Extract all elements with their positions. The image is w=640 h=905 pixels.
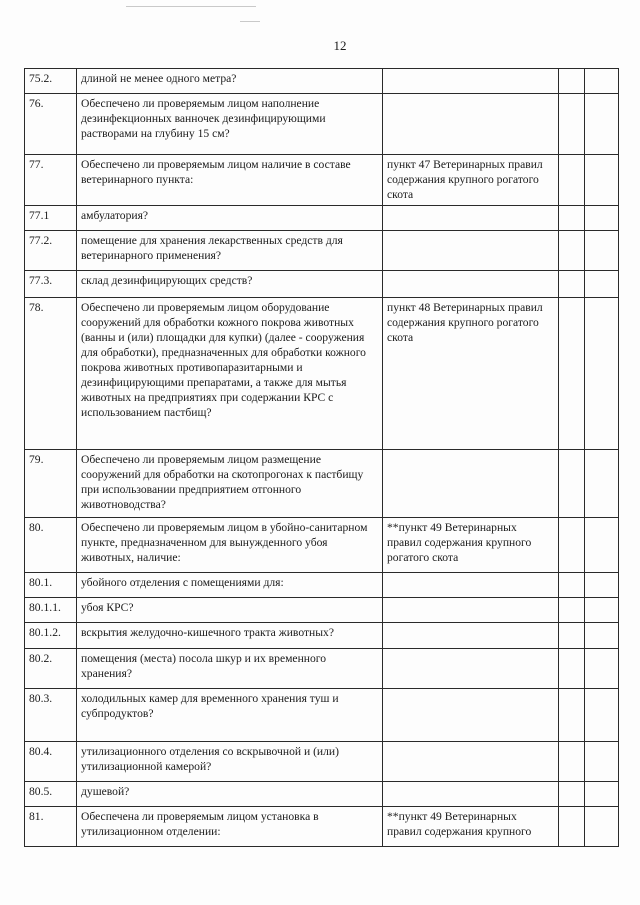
item-number: 80.2. (25, 649, 77, 689)
item-question: амбулатория? (77, 206, 383, 231)
answer-cell[interactable] (559, 231, 585, 271)
table-row (25, 807, 619, 847)
item-question: утилизационного отделения со вскрывочной и (или) утилизационной камерой? (77, 742, 383, 782)
table-row (25, 573, 619, 598)
item-number: 78. (25, 298, 77, 450)
item-number: 80.5. (25, 782, 77, 807)
legal-reference (383, 231, 559, 271)
legal-reference: **пункт 49 Ветеринарных правил содержания крупного рогатого скота (383, 518, 559, 573)
answer-cell[interactable] (559, 573, 585, 598)
item-question: убоя КРС? (77, 598, 383, 623)
note-cell[interactable] (585, 450, 619, 518)
answer-cell[interactable] (559, 782, 585, 807)
item-number: 80. (25, 518, 77, 573)
table-row (25, 598, 619, 623)
item-question: душевой? (77, 782, 383, 807)
item-number: 77.3. (25, 271, 77, 298)
note-cell[interactable] (585, 155, 619, 206)
item-question: Обеспечено ли проверяемым лицом размещение сооружений для обработки на скотопрогонах к пастбищу при использовании предприятием отгонного животноводства? (77, 450, 383, 518)
note-cell[interactable] (585, 689, 619, 742)
item-question: помещение для хранения лекарственных средств для ветеринарного применения? (77, 231, 383, 271)
note-cell[interactable] (585, 94, 619, 155)
note-cell[interactable] (585, 807, 619, 847)
note-cell[interactable] (585, 573, 619, 598)
item-question: Обеспечена ли проверяемым лицом установка в утилизационном отделении: (77, 807, 383, 847)
item-question: склад дезинфицирующих средств? (77, 271, 383, 298)
scan-artifact-line (126, 6, 256, 7)
answer-cell[interactable] (559, 518, 585, 573)
legal-reference (383, 206, 559, 231)
item-number: 80.1.2. (25, 623, 77, 649)
legal-reference (383, 94, 559, 155)
answer-cell[interactable] (559, 271, 585, 298)
legal-reference (383, 689, 559, 742)
legal-reference (383, 649, 559, 689)
item-number: 77. (25, 155, 77, 206)
answer-cell[interactable] (559, 649, 585, 689)
table-row (25, 450, 619, 518)
item-number: 79. (25, 450, 77, 518)
table-row (25, 271, 619, 298)
note-cell[interactable] (585, 782, 619, 807)
answer-cell[interactable] (559, 206, 585, 231)
answer-cell[interactable] (559, 450, 585, 518)
item-question: Обеспечено ли проверяемым лицом наличие в составе ветеринарного пункта: (77, 155, 383, 206)
answer-cell[interactable] (559, 69, 585, 94)
item-number: 80.3. (25, 689, 77, 742)
item-question: помещения (места) посола шкур и их временного хранения? (77, 649, 383, 689)
item-number: 80.4. (25, 742, 77, 782)
legal-reference (383, 623, 559, 649)
table-row (25, 782, 619, 807)
note-cell[interactable] (585, 623, 619, 649)
item-question: Обеспечено ли проверяемым лицом оборудование сооружений для обработки кожного покрова животных (ванны и (или) площадки для купки) (далее - сооружения для обработки), предназначенных для обработки кожного покрова животных противопаразитарными и дезинфицирующими препаратами, а также для мытья животных на предприятиях при содержании КРС с использованием пастбищ? (77, 298, 383, 450)
table-row (25, 518, 619, 573)
answer-cell[interactable] (559, 689, 585, 742)
table-row (25, 155, 619, 206)
answer-cell[interactable] (559, 155, 585, 206)
answer-cell[interactable] (559, 742, 585, 782)
legal-reference (383, 782, 559, 807)
note-cell[interactable] (585, 206, 619, 231)
note-cell[interactable] (585, 271, 619, 298)
item-number: 77.2. (25, 231, 77, 271)
scan-artifact-dash (240, 21, 260, 22)
note-cell[interactable] (585, 742, 619, 782)
answer-cell[interactable] (559, 94, 585, 155)
item-question: холодильных камер для временного хранения туш и субпродуктов? (77, 689, 383, 742)
item-question: Обеспечено ли проверяемым лицом в убойно-санитарном пункте, предназначенном для вынужденного убоя животных, наличие: (77, 518, 383, 573)
table-row (25, 231, 619, 271)
note-cell[interactable] (585, 598, 619, 623)
note-cell[interactable] (585, 298, 619, 450)
item-question: длиной не менее одного метра? (77, 69, 383, 94)
legal-reference (383, 69, 559, 94)
note-cell[interactable] (585, 649, 619, 689)
item-question: вскрытия желудочно-кишечного тракта животных? (77, 623, 383, 649)
checklist-table (24, 68, 619, 847)
page-number: 12 (333, 38, 347, 53)
note-cell[interactable] (585, 518, 619, 573)
legal-reference (383, 271, 559, 298)
table-row (25, 689, 619, 742)
note-cell[interactable] (585, 231, 619, 271)
item-number: 77.1 (25, 206, 77, 231)
table-row (25, 649, 619, 689)
table-row (25, 298, 619, 450)
item-number: 80.1.1. (25, 598, 77, 623)
answer-cell[interactable] (559, 298, 585, 450)
answer-cell[interactable] (559, 623, 585, 649)
table-row (25, 206, 619, 231)
table-row (25, 623, 619, 649)
legal-reference (383, 598, 559, 623)
answer-cell[interactable] (559, 598, 585, 623)
item-number: 75.2. (25, 69, 77, 94)
legal-reference: пункт 47 Ветеринарных правил содержания крупного рогатого скота (383, 155, 559, 206)
table-row (25, 742, 619, 782)
item-question: убойного отделения с помещениями для: (77, 573, 383, 598)
item-number: 80.1. (25, 573, 77, 598)
note-cell[interactable] (585, 69, 619, 94)
legal-reference: **пункт 49 Ветеринарных правил содержания крупного (383, 807, 559, 847)
legal-reference (383, 450, 559, 518)
table-row (25, 94, 619, 155)
legal-reference (383, 573, 559, 598)
legal-reference: пункт 48 Ветеринарных правил содержания крупного рогатого скота (383, 298, 559, 450)
item-number: 76. (25, 94, 77, 155)
item-number: 81. (25, 807, 77, 847)
table-row (25, 69, 619, 94)
answer-cell[interactable] (559, 807, 585, 847)
item-question: Обеспечено ли проверяемым лицом наполнение дезинфекционных ванночек дезинфицирующими растворами на глубину 15 см? (77, 94, 383, 155)
legal-reference (383, 742, 559, 782)
